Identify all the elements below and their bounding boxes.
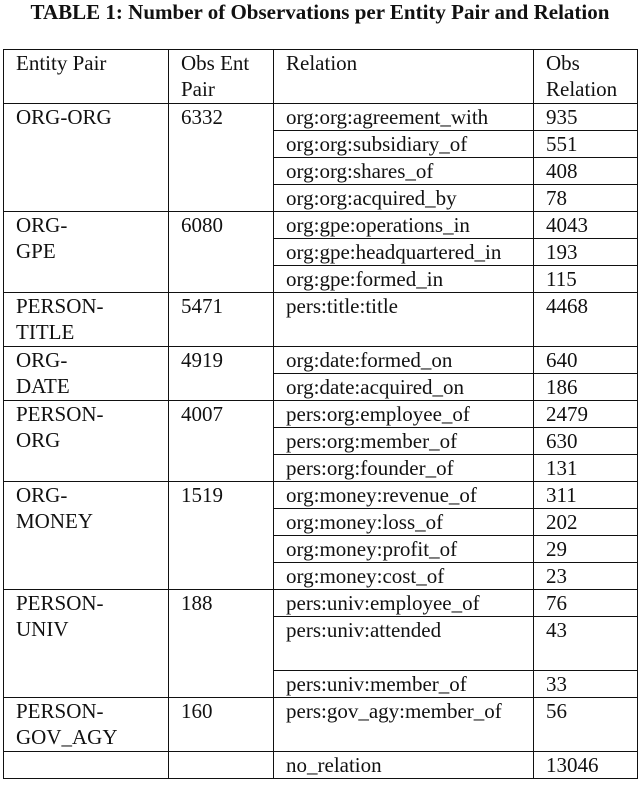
- obs-ent-pair-cell: 188: [169, 590, 274, 698]
- entity-pair-cell: [4, 401, 169, 482]
- obs-relation-cell: 2479: [534, 401, 638, 428]
- obs-relation-cell: 630: [534, 428, 638, 455]
- relation-cell: pers:univ:employee_of: [274, 590, 534, 617]
- obs-relation-cell: 33: [534, 671, 638, 698]
- obs-ent-pair-cell: 4007: [169, 401, 274, 482]
- table-row: [4, 698, 638, 752]
- entity-pair-cell: [4, 698, 169, 752]
- relation-cell: pers:univ:attended: [274, 617, 534, 671]
- entity-pair-line: GOV_AGY: [16, 725, 118, 749]
- entity-pair-line: GPE: [16, 239, 56, 263]
- obs-relation-cell: 29: [534, 536, 638, 563]
- obs-ent-pair-cell: 1519: [169, 482, 274, 590]
- relation-cell: org:money:revenue_of: [274, 482, 534, 509]
- entity-pair-line: PERSON-: [16, 699, 104, 723]
- relation-cell: pers:org:employee_of: [274, 401, 534, 428]
- entity-pair-cell: [4, 212, 169, 293]
- obs-relation-cell: 311: [534, 482, 638, 509]
- relation-cell: org:org:agreement_with: [274, 104, 534, 131]
- entity-pair-cell: [4, 590, 169, 698]
- header-entity-pair: Entity Pair: [4, 50, 169, 104]
- entity-pair-cell: [4, 752, 169, 779]
- obs-relation-cell: 551: [534, 131, 638, 158]
- relation-cell: pers:gov_agy:member_of: [274, 698, 534, 752]
- relation-cell: org:date:formed_on: [274, 347, 534, 374]
- observations-table: [3, 49, 638, 779]
- obs-ent-pair-cell: 6080: [169, 212, 274, 293]
- entity-pair-line: PERSON-: [16, 591, 104, 615]
- relation-cell: org:org:acquired_by: [274, 185, 534, 212]
- entity-pair-cell: ORG-ORG: [4, 104, 169, 212]
- table-row: [4, 293, 638, 347]
- table-row: [4, 212, 638, 239]
- table-row: [4, 347, 638, 374]
- entity-pair-line: PERSON-: [16, 402, 104, 426]
- entity-pair-cell: [4, 293, 169, 347]
- obs-relation-cell: 408: [534, 158, 638, 185]
- table-row: [4, 752, 638, 779]
- obs-relation-cell: 202: [534, 509, 638, 536]
- obs-relation-cell: 935: [534, 104, 638, 131]
- obs-ent-pair-cell: 4919: [169, 347, 274, 401]
- relation-cell: org:date:acquired_on: [274, 374, 534, 401]
- obs-relation-cell: 640: [534, 347, 638, 374]
- entity-pair-line: TITLE: [16, 320, 75, 344]
- obs-relation-cell: 4043: [534, 212, 638, 239]
- table-row: [4, 401, 638, 428]
- obs-ent-pair-cell: 6332: [169, 104, 274, 212]
- obs-relation-cell: 13046: [534, 752, 638, 779]
- relation-cell: org:gpe:formed_in: [274, 266, 534, 293]
- relation-cell: org:money:profit_of: [274, 536, 534, 563]
- obs-ent-pair-cell: 160: [169, 698, 274, 752]
- relation-cell: org:gpe:operations_in: [274, 212, 534, 239]
- obs-relation-cell: 43: [534, 617, 638, 671]
- obs-relation-cell: 193: [534, 239, 638, 266]
- relation-cell: org:money:loss_of: [274, 509, 534, 536]
- relation-cell: org:gpe:headquartered_in: [274, 239, 534, 266]
- entity-pair-line: ORG-: [16, 483, 68, 507]
- relation-cell: pers:org:member_of: [274, 428, 534, 455]
- header-obs-relation: Obs Relation: [534, 50, 638, 104]
- relation-cell: org:org:shares_of: [274, 158, 534, 185]
- table-row: [4, 590, 638, 617]
- obs-ent-pair-cell: [169, 752, 274, 779]
- header-relation: Relation: [274, 50, 534, 104]
- header-obs-ent-pair: Obs Ent Pair: [169, 50, 274, 104]
- obs-relation-cell: 131: [534, 455, 638, 482]
- relation-cell: pers:org:founder_of: [274, 455, 534, 482]
- relation-cell: org:money:cost_of: [274, 563, 534, 590]
- obs-relation-cell: 115: [534, 266, 638, 293]
- entity-pair-line: DATE: [16, 374, 70, 398]
- relation-cell: pers:title:title: [274, 293, 534, 347]
- entity-pair-line: MONEY: [16, 509, 93, 533]
- obs-relation-cell: 78: [534, 185, 638, 212]
- obs-relation-cell: 4468: [534, 293, 638, 347]
- obs-relation-cell: 186: [534, 374, 638, 401]
- obs-relation-cell: 76: [534, 590, 638, 617]
- obs-relation-cell: 23: [534, 563, 638, 590]
- header-row: [4, 50, 638, 104]
- table-row: [4, 482, 638, 509]
- entity-pair-line: ORG: [16, 428, 61, 452]
- entity-pair-line: PERSON-: [16, 294, 104, 318]
- entity-pair-line: ORG-: [16, 213, 68, 237]
- relation-cell: pers:univ:member_of: [274, 671, 534, 698]
- obs-relation-cell: 56: [534, 698, 638, 752]
- entity-pair-line: UNIV: [16, 617, 69, 641]
- table-caption: TABLE 1: Number of Observations per Entity Pair and Relation: [30, 0, 610, 24]
- entity-pair-cell: [4, 347, 169, 401]
- table-row: [4, 104, 638, 131]
- relation-cell: no_relation: [274, 752, 534, 779]
- entity-pair-cell: [4, 482, 169, 590]
- relation-cell: org:org:subsidiary_of: [274, 131, 534, 158]
- obs-ent-pair-cell: 5471: [169, 293, 274, 347]
- entity-pair-line: ORG-: [16, 348, 68, 372]
